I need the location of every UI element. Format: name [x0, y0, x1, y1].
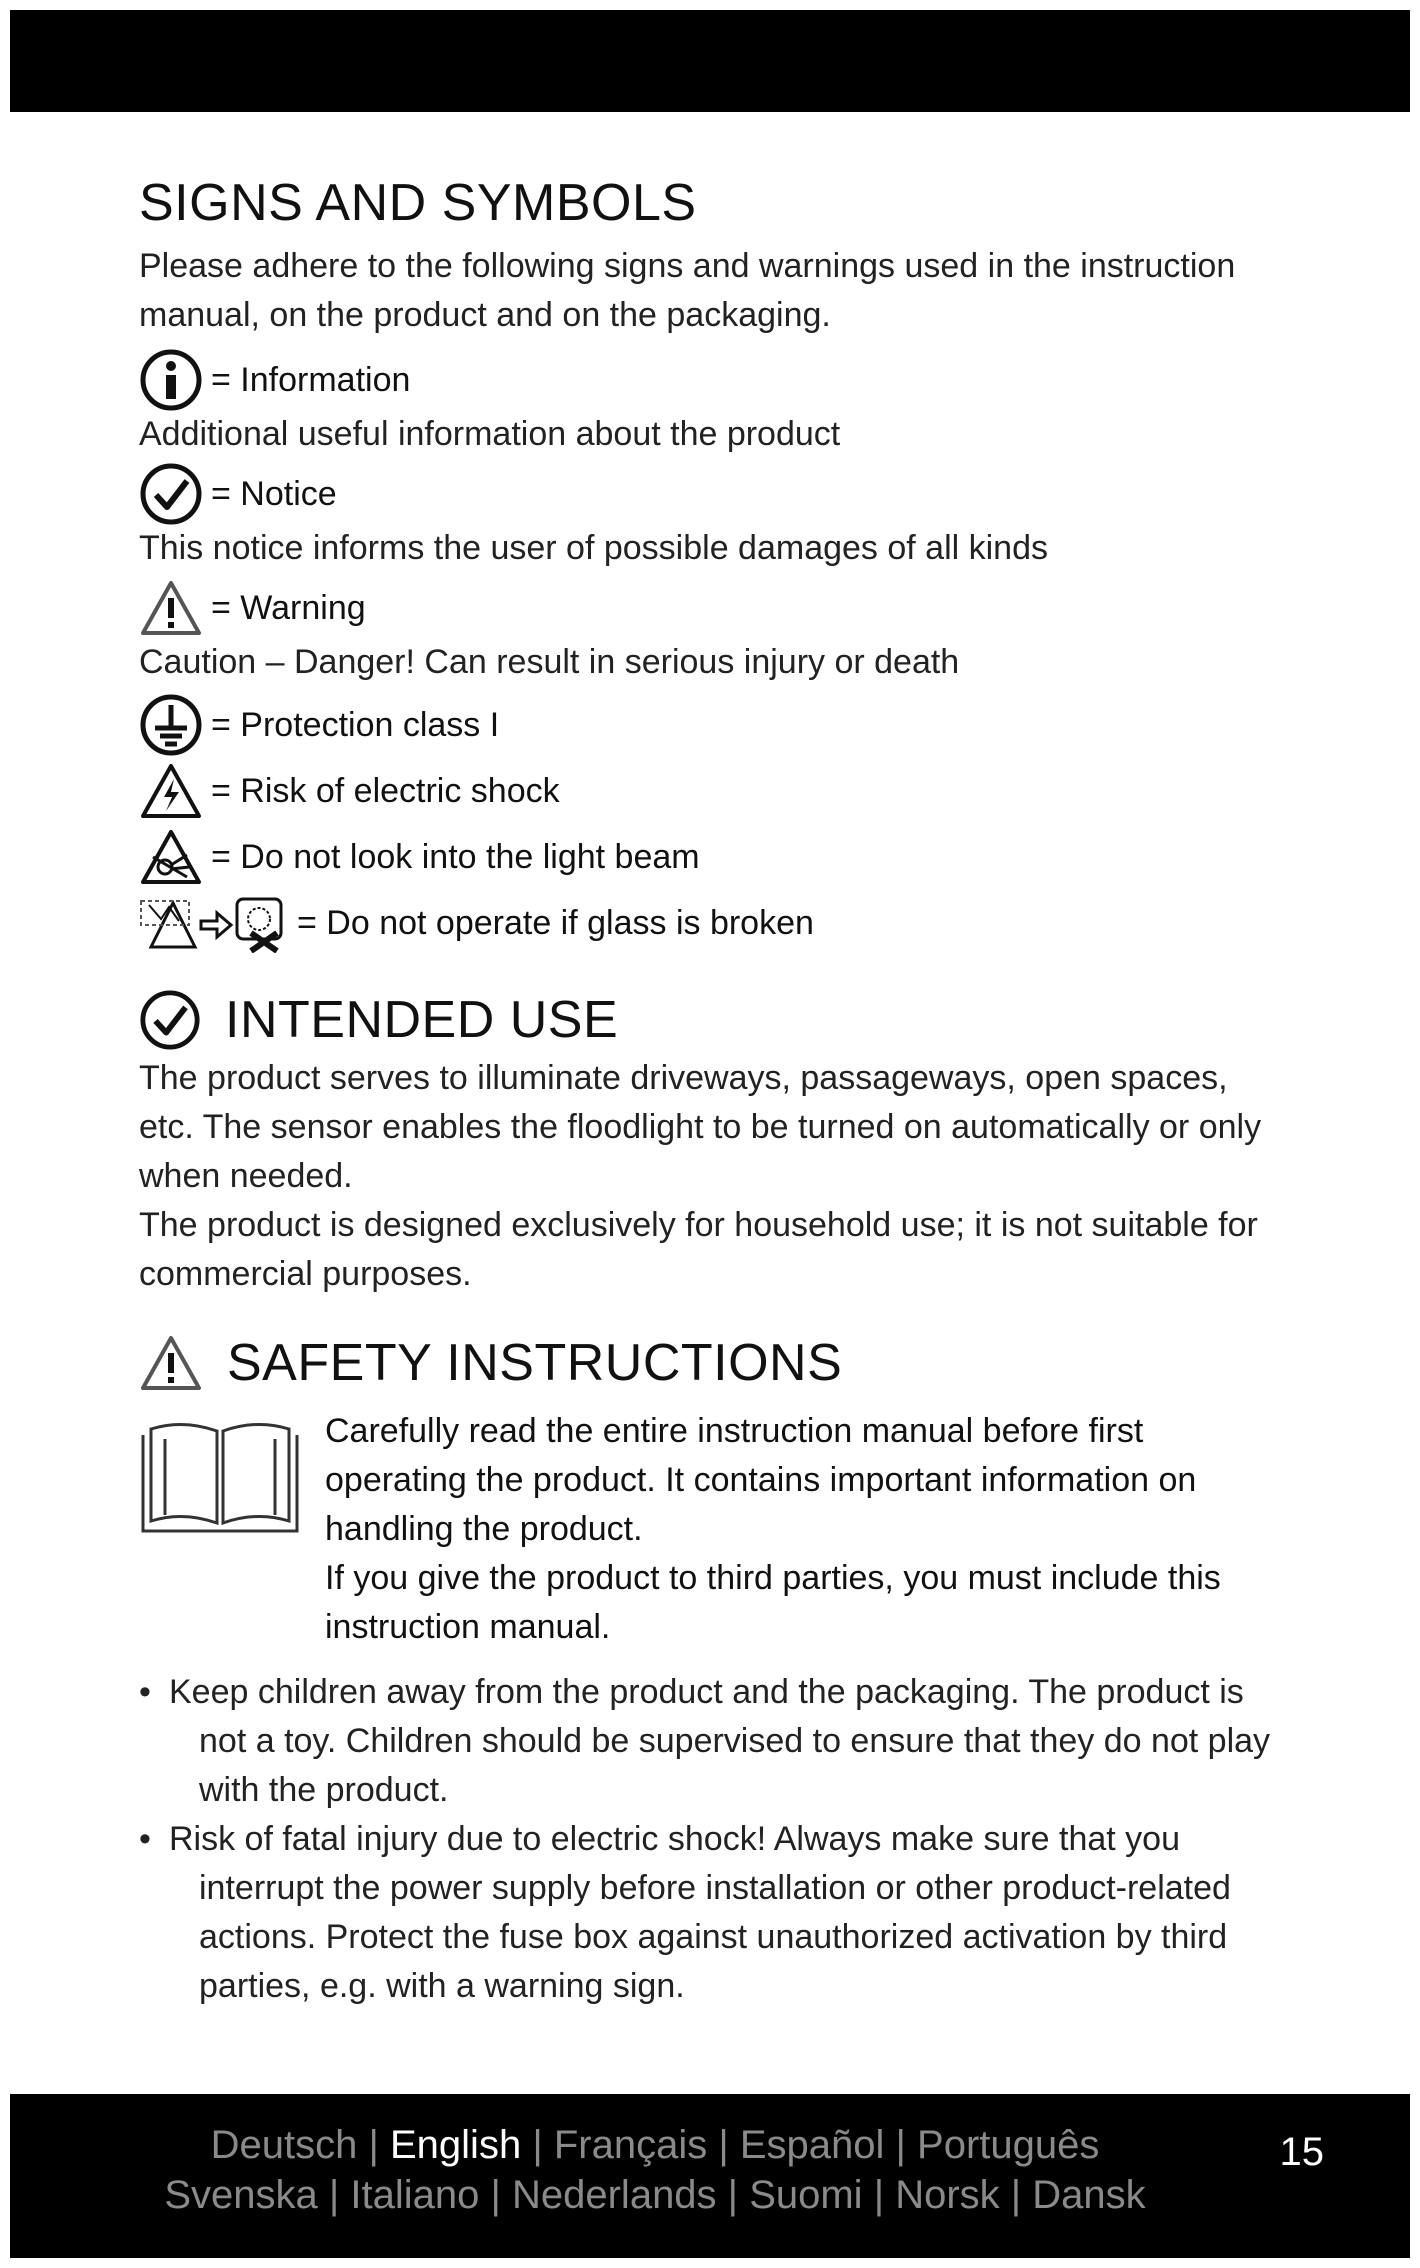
symbol-label: = Do not operate if glass is broken [297, 903, 814, 942]
light-beam-triangle-icon [139, 827, 203, 887]
bullet-marker: • [139, 1820, 151, 1858]
symbol-label: = Risk of electric shock [211, 771, 560, 810]
bullet-text: Keep children away from the product and the packaging. The product is not a toy. Children should be supervised to ensure that they do not play with the product. [169, 1673, 1271, 1809]
warning-triangle-icon [139, 1333, 203, 1393]
safety-instructions-header [139, 1329, 1299, 1397]
warning-triangle-icon [139, 578, 203, 638]
language-separator: | [862, 2173, 896, 2217]
language-link-suomi[interactable]: Suomi [749, 2173, 863, 2217]
symbol-description: This notice informs the user of possible damages of all kinds [139, 529, 1049, 567]
symbol-protection-class [139, 692, 1299, 758]
bullet-marker: • [139, 1673, 151, 1711]
intended-use-heading: INTENDED USE [225, 991, 619, 1049]
language-link-español[interactable]: Español [739, 2123, 885, 2167]
checkmark-circle-icon [139, 989, 201, 1051]
symbol-description: Caution – Danger! Can result in serious injury or death [139, 643, 960, 681]
language-link-nederlands[interactable]: Nederlands [511, 2173, 717, 2217]
language-link-français[interactable]: Français [553, 2123, 708, 2167]
open-book-icon [139, 1415, 301, 1539]
language-links-line-1 [10, 2120, 1300, 2170]
bullet-text: Risk of fatal injury due to electric shock! Always make sure that you interrupt the power supply before installation or other product-related actions. Protect the fuse box against unauthorized activation by third parties, e.g. with a warning sign. [169, 1820, 1231, 2005]
symbol-warning [139, 578, 1299, 638]
language-links-line-2 [10, 2170, 1300, 2220]
footer-bar [10, 2094, 1410, 2258]
manual-note-line: If you give the product to third parties, you must include this instruction manual. [325, 1559, 1221, 1646]
signs-intro-text: Please adhere to the following signs and warnings used in the instruction manual, on the product and on the packaging. [139, 247, 1236, 334]
manual-note-line: Carefully read the entire instruction manual before first operating the product. It contains important information on handling the product. [325, 1412, 1197, 1548]
symbol-notice [139, 464, 1299, 524]
read-manual-text [325, 1407, 1255, 1652]
read-manual-note [139, 1407, 1299, 1652]
language-link-português[interactable]: Português [917, 2123, 1100, 2167]
page-number: 15 [1279, 2130, 1324, 2174]
safety-bullet-list [139, 1668, 1299, 2011]
top-header-bar [10, 10, 1410, 112]
language-link-english[interactable]: English [390, 2123, 522, 2167]
language-separator: | [707, 2123, 740, 2167]
language-separator: | [999, 2173, 1033, 2217]
list-item [139, 1668, 1299, 1815]
intended-use-paragraph: The product serves to illuminate driveways, passageways, open spaces, etc. The sensor enables the floodlight to be turned on automatically or only when needed. [139, 1059, 1262, 1195]
checkmark-circle-icon [139, 462, 203, 526]
symbol-label: = Warning [211, 588, 366, 627]
list-item [139, 1815, 1299, 2011]
language-separator: | [479, 2173, 512, 2217]
symbol-label: = Information [211, 360, 411, 399]
symbol-description: Additional useful information about the product [139, 415, 841, 453]
symbol-label: = Protection class I [211, 705, 500, 744]
symbol-broken-glass [139, 890, 1299, 956]
language-separator: | [357, 2123, 390, 2167]
language-separator: | [521, 2123, 554, 2167]
language-link-norsk[interactable]: Norsk [895, 2173, 1000, 2217]
language-link-dansk[interactable]: Dansk [1032, 2173, 1146, 2217]
electric-shock-triangle-icon [139, 761, 203, 821]
language-link-svenska[interactable]: Svenska [164, 2173, 318, 2217]
language-link-italiano[interactable]: Italiano [350, 2173, 480, 2217]
broken-glass-icon [139, 893, 289, 953]
language-separator: | [317, 2173, 351, 2217]
language-separator: | [716, 2173, 750, 2217]
language-separator: | [884, 2123, 918, 2167]
intended-use-paragraph: The product is designed exclusively for household use; it is not suitable for commercial purposes. [139, 1206, 1258, 1293]
intended-use-header [139, 986, 1299, 1054]
signs-symbols-heading: SIGNS AND SYMBOLS [139, 174, 697, 232]
symbol-information [139, 350, 1299, 410]
ground-circle-icon [139, 693, 203, 757]
symbol-light-beam [139, 824, 1299, 890]
symbol-electric-shock [139, 758, 1299, 824]
symbol-label: = Do not look into the light beam [211, 837, 700, 876]
symbol-label: = Notice [211, 474, 337, 513]
symbols-list [139, 350, 1299, 956]
safety-instructions-heading: SAFETY INSTRUCTIONS [227, 1334, 843, 1392]
page-content [139, 170, 1299, 2011]
language-link-deutsch[interactable]: Deutsch [210, 2123, 358, 2167]
info-circle-icon [139, 348, 203, 412]
